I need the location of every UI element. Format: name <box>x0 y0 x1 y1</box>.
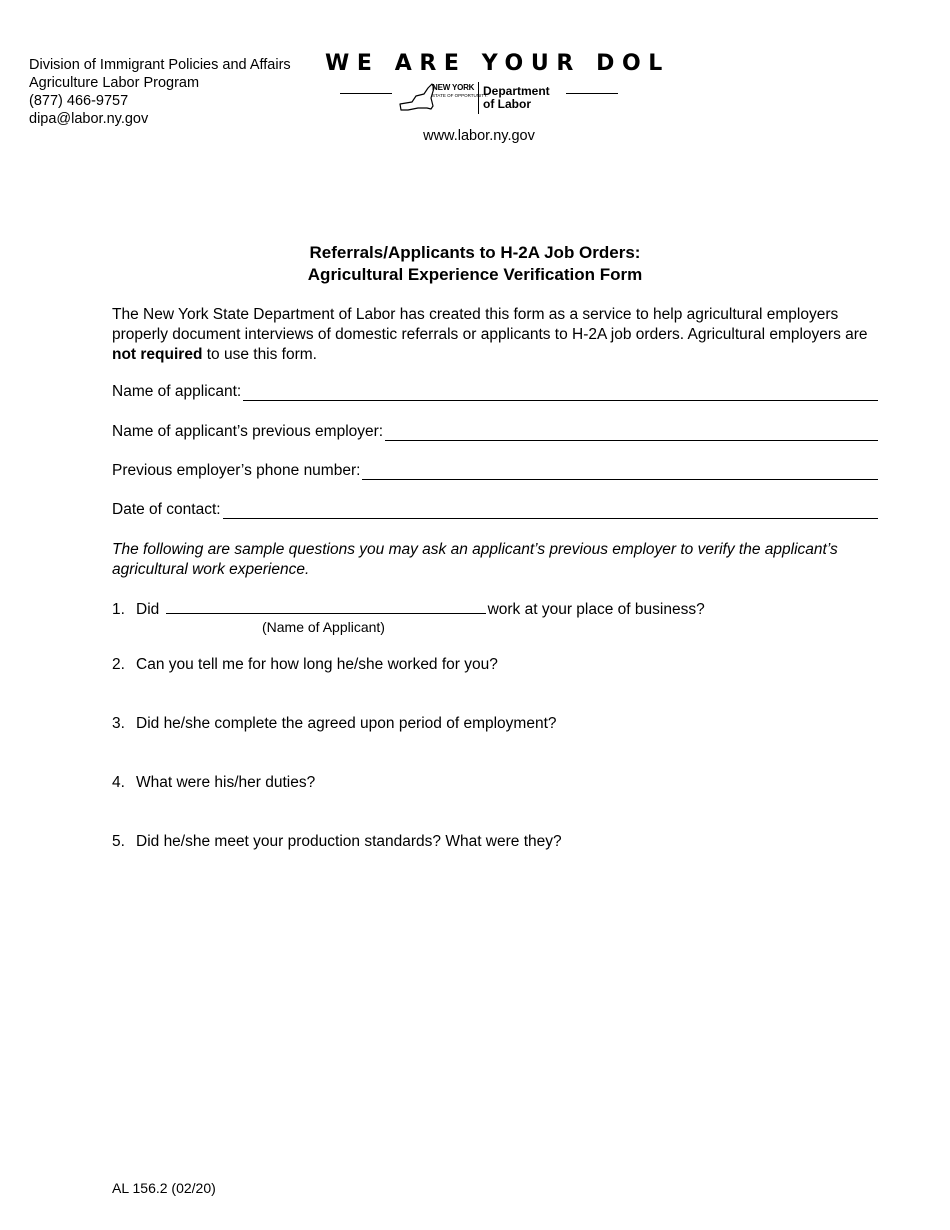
previous-employer-label: Name of applicant’s previous employer: <box>112 423 384 440</box>
question-3-number: 3. <box>112 715 125 732</box>
question-5-number: 5. <box>112 833 125 850</box>
question-2 <box>112 656 498 674</box>
nys-dol-logo <box>340 80 620 116</box>
question-3 <box>112 715 557 733</box>
logo-department-name <box>483 85 550 110</box>
logo-right-rule <box>566 93 618 94</box>
contact-date-label: Date of contact: <box>112 501 221 518</box>
question-5-text: Did he/she meet your production standards? What were they? <box>136 833 562 850</box>
website-url: www.labor.ny.gov <box>423 128 535 144</box>
employer-phone-field <box>112 462 878 480</box>
applicant-name-field <box>112 383 878 401</box>
logo-state-name: NEW YORK <box>432 83 475 92</box>
logo-left-rule <box>340 93 392 94</box>
contact-date-field <box>112 501 878 519</box>
contact-date-line[interactable] <box>223 502 878 519</box>
question-1 <box>112 599 705 619</box>
logo-divider <box>478 82 479 114</box>
question-4 <box>112 774 315 792</box>
applicant-name-line[interactable] <box>243 384 878 401</box>
question-2-text: Can you tell me for how long he/she worked for you? <box>136 656 498 673</box>
question-2-number: 2. <box>112 656 125 673</box>
question-1-prefix: Did <box>136 601 160 618</box>
logo-department-line2: of Labor <box>483 96 531 111</box>
dol-slogan: WE ARE YOUR DOL <box>325 51 670 76</box>
intro-text-end: to use this form. <box>202 346 317 363</box>
guidance-text: The following are sample questions you may ask an applicant’s previous employer to verify the applicant’s agricultural work experience. <box>112 541 838 578</box>
form-title-line2: Agricultural Experience Verification Form <box>307 265 643 284</box>
form-code: AL 156.2 (02/20) <box>112 1180 216 1196</box>
logo-department-line1: Department <box>483 84 550 98</box>
question-5 <box>112 833 562 851</box>
question-1-applicant-blank[interactable] <box>166 599 486 614</box>
employer-phone-label: Previous employer’s phone number: <box>112 462 361 479</box>
employer-phone-line[interactable] <box>362 463 878 480</box>
intro-paragraph <box>112 305 882 365</box>
previous-employer-field <box>112 423 878 441</box>
question-3-text: Did he/she complete the agreed upon period of employment? <box>136 715 557 732</box>
applicant-name-label: Name of applicant: <box>112 383 242 400</box>
question-1-blank-caption: (Name of Applicant) <box>262 619 385 635</box>
logo-state-tagline: STATE OF OPPORTUNITY. <box>432 93 488 98</box>
question-4-number: 4. <box>112 774 125 791</box>
division-name: Division of Immigrant Policies and Affairs <box>29 57 291 73</box>
intro-bold-text: not required <box>112 346 203 363</box>
form-title-line1: Referrals/Applicants to H-2A Job Orders: <box>309 243 641 262</box>
email-address: dipa@labor.ny.gov <box>29 111 149 127</box>
contact-block <box>29 56 291 128</box>
question-1-number: 1. <box>112 601 125 618</box>
question-1-suffix: work at your place of business? <box>487 601 705 618</box>
question-4-text: What were his/her duties? <box>136 774 316 791</box>
intro-text-start: The New York State Department of Labor has created this form as a service to help agricultural employers properly document interviews of domestic referrals or applicants to H-2A job orders. Agricultural employers are <box>112 306 868 343</box>
program-name: Agriculture Labor Program <box>29 75 200 91</box>
phone-number: (877) 466-9757 <box>29 93 129 109</box>
previous-employer-line[interactable] <box>385 424 878 441</box>
